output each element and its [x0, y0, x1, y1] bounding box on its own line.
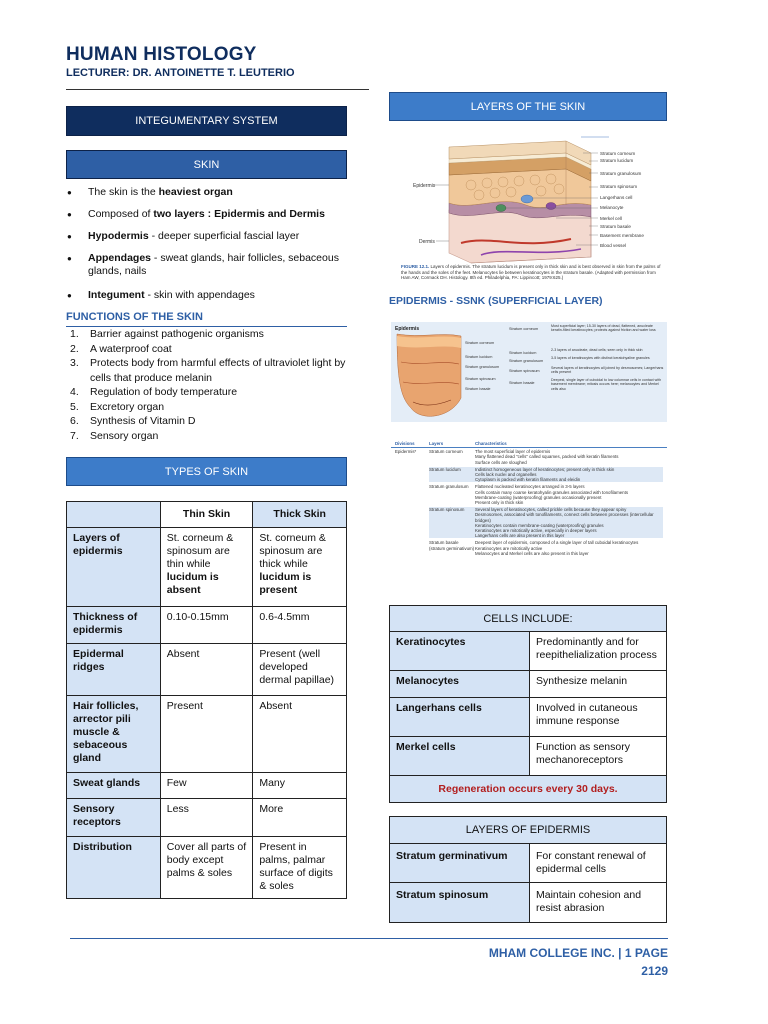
ref-layer-label: Stratum basale: [465, 387, 491, 391]
table-row: [67, 607, 347, 644]
ref-layer-name: Stratum corneum: [509, 327, 539, 331]
ref-layer-name: Stratum granulosum: [509, 359, 544, 363]
ref-layer-label: Stratum spinosum: [465, 377, 496, 381]
thick-cell: More: [253, 799, 347, 837]
footer-college: MHAM COLLEGE INC. | 1 PAGE: [488, 946, 668, 960]
cell-desc: Involved in cutaneous immune response: [536, 702, 638, 727]
bullet-item: ● Hypodermis - deeper superficial fascial layer: [66, 230, 351, 243]
thin-cell: 0.10-0.15mm: [160, 607, 253, 644]
fig-label: Stratum spinosum: [600, 184, 638, 189]
layer-name: Stratum spinosum: [390, 883, 530, 922]
fig-label: Stratum corneum: [600, 151, 636, 156]
ref-desc: Most superficial layer; 15-30 layers of dead, flattened, anucleate keratin-filled keratinocytes; protects against friction and water loss: [551, 324, 656, 333]
bullet-item: ● Appendages - sweat glands, hair follicles, sebaceous glands, nails: [66, 252, 351, 278]
fig-label-dermis: Dermis: [419, 239, 435, 245]
table-header-row: [67, 502, 347, 528]
list-item: 5. Excretory organ: [70, 400, 165, 413]
thick-cell: Absent: [253, 696, 347, 773]
skin-layers-figure: [391, 135, 667, 285]
stratum-spinosum: [449, 169, 591, 208]
lecturer-name: LECTURER: DR. ANTOINETTE T. LEUTERIO: [66, 67, 295, 79]
thick-cell: Many: [253, 773, 347, 799]
thin-cell: Absent: [160, 644, 253, 696]
skin-bullet-list: [66, 186, 351, 311]
table-row: [390, 671, 666, 698]
thin-cell: Less: [160, 799, 253, 837]
ref-desc: Several layers of keratinocytes all joined by desmosomes; Langerhans cells present: [551, 366, 664, 375]
cell-name: Keratinocytes: [390, 632, 530, 670]
row-label: Hair follicles, arrector pili muscle & sebaceous gland: [67, 696, 161, 773]
footer-page-number: 2129: [641, 964, 668, 978]
ref-layer-name: Stratum spinosum: [509, 369, 540, 373]
cell-desc: Function as sensory mechanoreceptors: [536, 741, 630, 766]
thick-cell: Present (well developed dermal papillae): [253, 644, 347, 696]
ref2-row: Stratum corneum The most superficial layer of epidermis Many flattened dead "cells" called squames, packed with keratin filaments Surface cells are sloughed: [429, 449, 619, 465]
ref-desc: Deepest, single layer of cuboidal to low columnar cells in contact with basement membrane; mitosis occurs here; melanocytes and Merkel cells also: [551, 378, 662, 391]
list-item: 2. A waterproof coat: [70, 342, 172, 355]
page-footer: [489, 944, 668, 980]
row-label: Layers of epidermis: [67, 528, 161, 607]
fig-label-epidermis: Epidermis: [413, 183, 436, 189]
cell-name: Langerhans cells: [390, 698, 530, 736]
bullet-item: ● Composed of two layers : Epidermis and Dermis: [66, 208, 351, 221]
cell-desc: Predominantly and for reepithelialization process: [536, 636, 657, 661]
ref-layer-label: Stratum granulosum: [465, 365, 500, 369]
table-row: [390, 883, 666, 922]
fig-label: Stratum granulosum: [600, 171, 642, 176]
layer-desc: For constant renewal of epidermal cells: [536, 850, 646, 875]
ref-desc: 3-5 layers of keratinocytes with distinct keratohyaline granules: [551, 356, 650, 360]
melanocyte: [496, 205, 506, 212]
figure-caption: FIGURE 12.1. Layers of epidermis. The stratum lucidum is present only in thick skin and is best observed in skin from the palms of the hands and the soles of the feet. Melanocytes lie between keratinocytes in the stratum basale. (Adapted with permission from Ham AW, Cormack DH. Histology. 8th ed. Philadelphia, PA: Lippincott; 1979:625.): [401, 264, 661, 280]
header-cell: Thick Skin: [253, 502, 347, 528]
fig-label: Melanocyte: [600, 205, 624, 210]
row-label: Distribution: [67, 837, 161, 899]
fig-label: Merkel cell: [600, 216, 622, 221]
list-item: 1. Barrier against pathogenic organisms: [70, 328, 264, 340]
regeneration-note: Regeneration occurs every 30 days.: [390, 776, 666, 802]
functions-list: [70, 327, 350, 443]
ref2-row: Stratum lucidum Indistinct homogeneous layer of keratinocytes; present only in thick skin Cells lack nuclei and organelles Cytoplasm is packed with keratin filaments and eleidin: [429, 467, 663, 483]
table-row: [67, 528, 347, 607]
layers-of-skin-banner: LAYERS OF THE SKIN: [389, 92, 667, 121]
ref-layer-label: Stratum lucidum: [465, 355, 493, 359]
ref2-row: Stratum granulosum Flattened nucleated keratinocytes arranged in 3-5 layers Cells contain many coarse keratohyalin granules associated with tonofilaments Membrane-coating (waterproofing) granules occasionally present Present only in thick skin: [429, 484, 629, 506]
table-row: [390, 698, 666, 737]
ref2-header: Layers: [429, 441, 444, 446]
ref-layer-label: Stratum corneum: [465, 341, 495, 345]
row-label: Sensory receptors: [67, 799, 161, 837]
row-label: Epidermal ridges: [67, 644, 161, 696]
thin-cell: Present: [160, 696, 253, 773]
epidermis-reference-figure: [391, 322, 667, 422]
ref2-header: Characteristics: [475, 441, 507, 446]
layer-name: Stratum germinativum: [390, 844, 530, 882]
table-row: [67, 696, 347, 773]
bullet-item: ● Integument - skin with appendages: [66, 289, 351, 302]
cell-name: Melanocytes: [390, 671, 530, 697]
list-item: 3. Protects body from harmful effects of ultraviolet light by cells that produce melanin: [70, 357, 346, 384]
bullet-item: ● The skin is the heaviest organ: [66, 186, 351, 199]
thick-cell: St. corneum & spinosum are thick while lucidum is present: [253, 528, 347, 607]
functions-heading: FUNCTIONS OF THE SKIN: [66, 311, 203, 323]
fig-label: Stratum lucidum: [600, 158, 634, 163]
table-row: [67, 837, 347, 899]
header-divider: [66, 89, 369, 90]
row-label: Sweat glands: [67, 773, 161, 799]
cells-include-table: [389, 605, 667, 803]
ref-layer-name: Stratum lucidum: [509, 351, 537, 355]
epidermis-heading: EPIDERMIS - SSNK (SUPERFICIAL LAYER): [389, 295, 603, 307]
thick-cell: Present in palms, palmar surface of digits & soles: [253, 837, 347, 899]
table-row: [67, 644, 347, 696]
ref2-row: Stratum basale (stratum germinativum) Deepest layer of epidermis, composed of a single layer of tall cuboidal keratinocytes Keratinocytes are mitotically active Melanocytes and Merkel cells are also present in this layer: [429, 540, 639, 556]
table-row: [390, 632, 666, 671]
thin-cell: St. corneum & spinosum are thin while lucidum is absent: [160, 528, 253, 607]
thick-cell: 0.6-4.5mm: [253, 607, 347, 644]
row-label: Thickness of epidermis: [67, 607, 161, 644]
table-row: [67, 799, 347, 837]
fig-label: Stratum basale: [600, 224, 631, 229]
ref-title: Epidermis: [395, 326, 420, 332]
cell-desc: Synthesize melanin: [536, 675, 628, 687]
page-title: HUMAN HISTOLOGY: [66, 44, 257, 65]
layers-of-epidermis-table: [389, 816, 667, 923]
ref-layer-name: Stratum basale: [509, 381, 535, 385]
table-row: [67, 773, 347, 799]
list-item: 7. Sensory organ: [70, 429, 159, 442]
list-item: 6. Synthesis of Vitamin D: [70, 415, 196, 427]
epidermis-characteristics-table: [391, 440, 667, 585]
cell-name: Merkel cells: [390, 737, 530, 775]
cells-heading: CELLS INCLUDE:: [390, 606, 666, 632]
table-row: [390, 844, 666, 883]
skin-banner: SKIN: [66, 150, 347, 179]
layer-desc: Maintain cohesion and resist abrasion: [536, 889, 642, 914]
fig-label: Langerhans cell: [600, 195, 633, 200]
fig-label: Basement membrane: [600, 233, 644, 238]
header-cell-empty: [67, 502, 161, 528]
integumentary-system-banner: INTEGUMENTARY SYSTEM: [66, 106, 347, 136]
footer-divider: [70, 938, 668, 939]
types-of-skin-banner: TYPES OF SKIN: [66, 457, 347, 486]
merkel-cell: [546, 203, 556, 210]
fig-label: Blood vessel: [600, 243, 627, 248]
epidermis-layers-heading: LAYERS OF EPIDERMIS: [390, 817, 666, 844]
thin-cell: Few: [160, 773, 253, 799]
types-of-skin-table: [66, 501, 347, 899]
thin-cell: Cover all parts of body except palms & soles: [160, 837, 253, 899]
table-row: [390, 737, 666, 776]
ref2-header: Divisions: [395, 441, 415, 446]
ref-desc: 2-3 layers of anucleate, dead cells; seen only in thick skin: [551, 348, 643, 352]
ref2-division: Epidermis*: [395, 449, 417, 455]
ref2-row: Stratum spinosum Several layers of keratinocytes, called prickle cells because they appear spiny Desmosomes, associated with tonofilaments, connect cells between processes (intercellular bridges) Keratinocytes contain membrane-coating (waterproofing) granules Keratinocytes are mitotically active, especially in deeper layers Langerhans cells are also present in this layer: [429, 507, 663, 538]
langerhans-cell: [521, 195, 533, 203]
list-item: 4. Regulation of body temperature: [70, 386, 238, 398]
header-cell: Thin Skin: [160, 502, 253, 528]
